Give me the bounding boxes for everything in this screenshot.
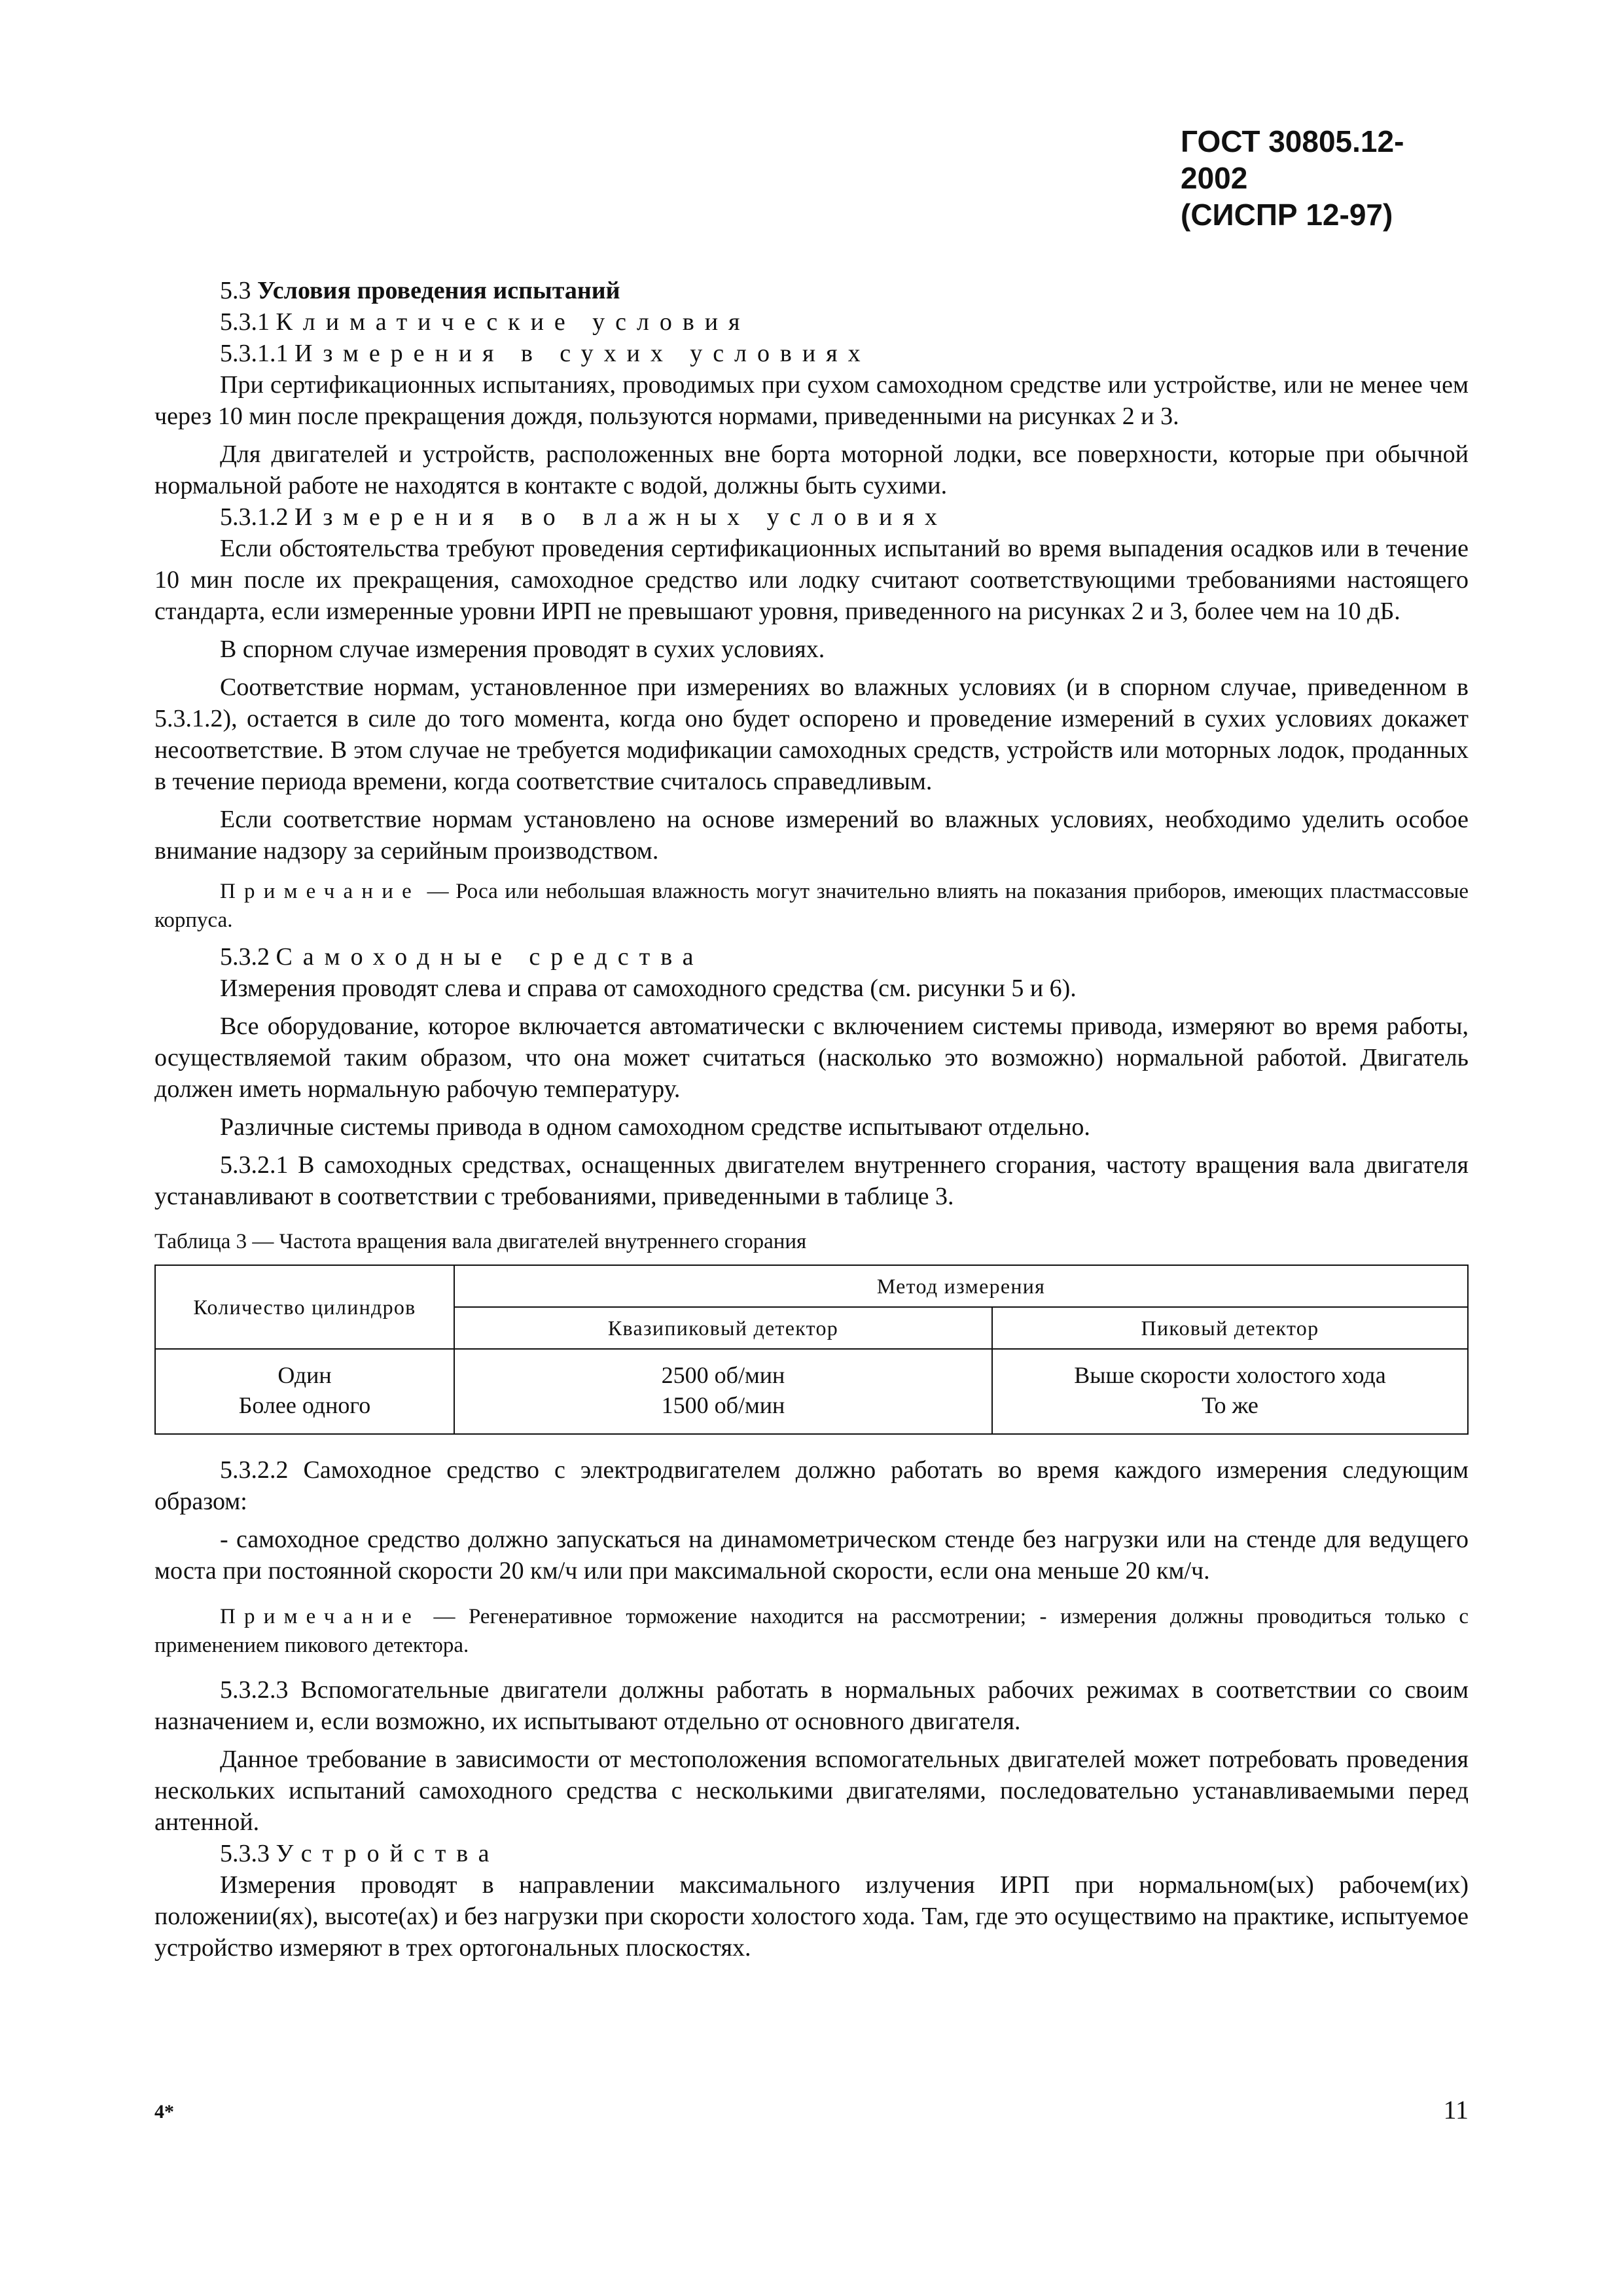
note	[154, 1602, 1469, 1660]
paragraph: Все оборудование, которое включается автоматически с включением системы привода, измеряют во время работы, осуществляемой таким образом, что она может считаться (насколько это возможно) нормальной работой. Двигатель должен иметь нормальную рабочую температуру.	[154, 1013, 1469, 1103]
section-heading-5-3-2	[154, 941, 1469, 973]
table-header-row	[155, 1265, 1468, 1307]
note-label: Примечание	[220, 1605, 420, 1628]
sheet-mark: 4*	[154, 2101, 174, 2123]
paragraph: В спорном случае измерения проводят в сухих условиях.	[220, 636, 825, 663]
section-title: Устройства	[276, 1840, 500, 1867]
section-heading-5-3-1-1	[154, 338, 1469, 369]
document-header	[1181, 123, 1469, 233]
cell-value: 2500 об/мин	[661, 1362, 785, 1388]
column-header-method: Метод измерения	[454, 1265, 1468, 1307]
paragraph: Измерения проводят в направлении максимального излучения ИРП при нормальном(ых) рабочем(их) положении(ях), высоте(ах) и без нагрузки при скорости холостого хода. Там, где это осуществимо на практике, испытуемое устройство измеряют в трех ортогональных плоскостях.	[154, 1871, 1469, 1962]
cylinders-cell	[155, 1349, 454, 1434]
section-number: 5.3	[220, 277, 251, 304]
cell-value: Более одного	[238, 1392, 371, 1418]
peak-cell	[992, 1349, 1468, 1434]
paragraph: Различные системы привода в одном самоходном средстве испытывают отдельно.	[220, 1113, 1090, 1141]
paragraph: 5.3.2.1 В самоходных средствах, оснащенных двигателем внутреннего сгорания, частоту вращения вала двигателя устанавливают в соответствии с требованиями, приведенными в таблице 3.	[154, 1151, 1469, 1210]
paragraph: - самоходное средство должно запускаться на динамометрическом стенде без нагрузки или на стенде для ведущего моста при постоянной скорости 20 км/ч или при максимальной скорости, если она меньше 20 км/ч.	[154, 1526, 1469, 1585]
section-number: 5.3.3	[220, 1840, 270, 1867]
section-number: 5.3.1.2	[220, 503, 289, 531]
paragraph: Для двигателей и устройств, расположенных вне борта моторной лодки, все поверхности, которые при обычной нормальной работе не находятся в контакте с водой, должны быть сухими.	[154, 440, 1469, 499]
standard-code: ГОСТ 30805.12-2002	[1181, 124, 1404, 195]
cell-value: То же	[1202, 1392, 1258, 1418]
paragraph: Измерения проводят слева и справа от самоходного средства (см. рисунки 5 и 6).	[220, 975, 1077, 1002]
section-heading-5-3-3	[154, 1838, 1469, 1869]
note	[154, 877, 1469, 935]
engine-speed-table	[154, 1265, 1469, 1435]
column-header-peak: Пиковый детектор	[992, 1307, 1468, 1349]
section-title: Условия проведения испытаний	[257, 277, 620, 304]
paragraph: При сертификационных испытаниях, проводимых при сухом самоходном средстве или устройстве, или не менее чем через 10 мин после прекращения дождя, пользуются нормами, приведенными на рисунках 2 и 3.	[154, 371, 1469, 430]
table-caption: Таблица 3 — Частота вращения вала двигателей внутреннего сгорания	[154, 1230, 807, 1253]
section-number: 5.3.1.1	[220, 340, 289, 367]
section-title: Измерения во влажных условиях	[294, 503, 948, 531]
page-body	[154, 275, 1469, 1964]
page-number: 11	[1443, 2095, 1469, 2125]
section-number: 5.3.1	[220, 308, 270, 336]
cell-value: Выше скорости холостого хода	[1074, 1362, 1386, 1388]
section-heading-5-3-1-2	[154, 501, 1469, 533]
column-header-cylinders: Количество цилиндров	[155, 1265, 454, 1349]
section-title: Измерения в сухих условиях	[294, 340, 871, 367]
note-text: — Регенеративное торможение находится на рассмотрении; - измерения должны проводиться только с применением пикового детектора.	[154, 1605, 1469, 1657]
standard-equivalent: (СИСПР 12-97)	[1181, 198, 1393, 232]
quasi-peak-cell	[454, 1349, 992, 1434]
table-row	[155, 1349, 1468, 1434]
note-label: Примечание	[220, 880, 420, 903]
paragraph: Данное требование в зависимости от местоположения вспомогательных двигателей может потребовать проведения нескольких испытаний самоходного средства с несколькими двигателями, последовательно устанавливаемыми перед антенной.	[154, 1746, 1469, 1836]
section-number: 5.3.2	[220, 943, 270, 971]
paragraph: 5.3.2.3 Вспомогательные двигатели должны работать в нормальных рабочих режимах в соответствии со своим назначением и, если возможно, их испытывают отдельно от основного двигателя.	[154, 1676, 1469, 1735]
paragraph: Если соответствие нормам установлено на основе измерений во влажных условиях, необходимо уделить особое внимание надзору за серийным производством.	[154, 806, 1469, 865]
section-title: Климатические условия	[276, 308, 751, 336]
paragraph: 5.3.2.2 Самоходное средство с электродвигателем должно работать во время каждого измерения следующим образом:	[154, 1456, 1469, 1515]
cell-value: Один	[277, 1362, 332, 1388]
section-heading-5-3-1	[154, 306, 1469, 338]
note-text: — Роса или небольшая влажность могут значительно влиять на показания приборов, имеющих пластмассовые корпуса.	[154, 880, 1469, 932]
cell-value: 1500 об/мин	[661, 1392, 785, 1418]
column-header-quasi-peak: Квазипиковый детектор	[454, 1307, 992, 1349]
section-heading-5-3	[154, 275, 1469, 306]
paragraph: Соответствие нормам, установленное при измерениях во влажных условиях (и в спорном случае, приведенном в 5.3.1.2), остается в силе до того момента, когда оно будет оспорено и проведение измерений в сухих условиях докажет несоответствие. В этом случае не требуется модификации самоходных средств, устройств или моторных лодок, проданных в течение периода времени, когда соответствие считалось справедливым.	[154, 673, 1469, 795]
section-title: Самоходные средства	[276, 943, 704, 971]
paragraph: Если обстоятельства требуют проведения сертификационных испытаний во время выпадения осадков или в течение 10 мин после их прекращения, самоходное средство или лодку считают соответствующими требованиями настоящего стандарта, если измеренные уровни ИРП не превышают уровня, приведенного на рисунках 2 и 3, более чем на 10 дБ.	[154, 535, 1469, 625]
